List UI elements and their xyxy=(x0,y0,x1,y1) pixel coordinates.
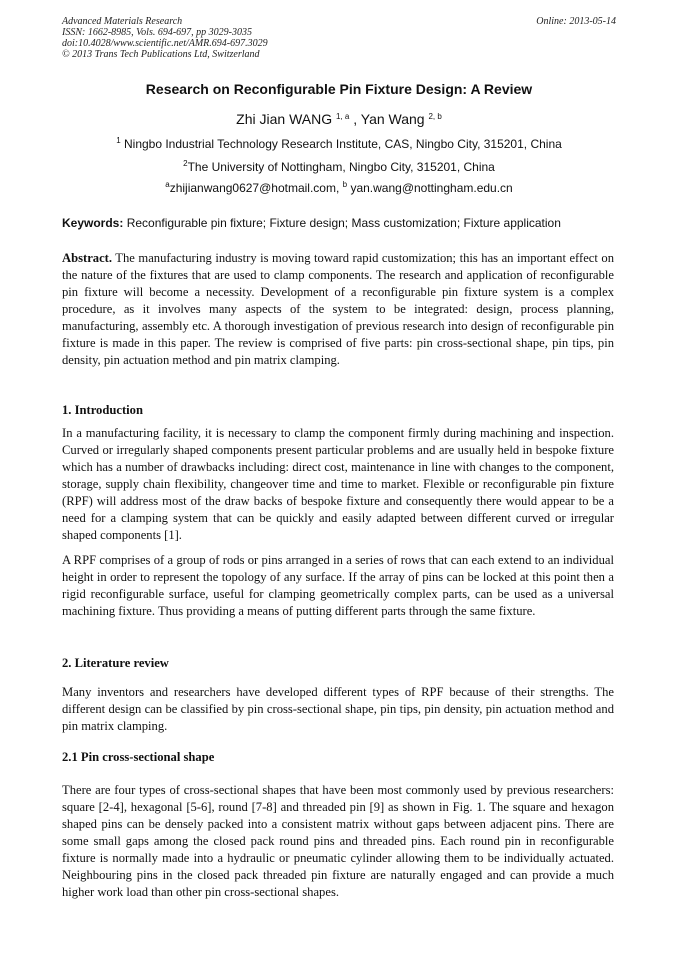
abstract xyxy=(62,250,614,369)
literature-review-paragraph: Many inventors and researchers have developed different types of RPF because of their strengths. The different design can be classified by pin cross-sectional shape, pin tips, pin density, pin actuation method and pin matrix clamping. xyxy=(62,685,614,733)
online-date: Online: 2013-05-14 xyxy=(536,16,616,27)
affiliation-2-text: The University of Nottingham, Ningbo City, 315201, China xyxy=(187,160,495,174)
section-heading-literature-review: 2. Literature review xyxy=(62,656,169,670)
affiliation-1 xyxy=(62,137,616,151)
email-a-marker: a xyxy=(165,180,170,189)
abstract-label: Abstract. xyxy=(62,251,113,265)
keywords-text: Reconfigurable pin fixture; Fixture design; Mass customization; Fixture application xyxy=(123,216,561,230)
journal-name: Advanced Materials Research xyxy=(62,16,183,27)
keywords xyxy=(62,216,616,230)
introduction-paragraph-2: A RPF comprises of a group of rods or pins arranged in a series of rows that can each extend to an individual height in order to represent the topology of any surface. If the array of pins can be locked at this point then a rigid reconfigurable surface, useful for clamping geometrically complex parts, can be used as a universal machining fixture. Thus providing a means of putting different parts through the same fixture. xyxy=(62,553,614,618)
author-2-marker: 2, b xyxy=(428,112,442,121)
author-1-name: Zhi Jian WANG xyxy=(236,111,333,127)
email-a: zhijianwang0627@hotmail.com, xyxy=(169,181,343,195)
introduction-paragraph-1: In a manufacturing facility, it is necessary to clamp the component firmly during machining and inspection. Curved or irregularly shaped components present particular problems and are usually held in bespoke fixture which has a number of drawbacks including: direct cost, maintenance in line with changes to the component, storage, supply chain flexibility, changeover time and time to market. Flexible or reconfigurable pin fixture (RPF) will address most of the draw backs of bespoke fixture and consequently there would appear to be a need for a clamping system that can be quickly and easily adapted between different curved or irregular shaped components [1]. xyxy=(62,426,614,542)
journal-issn: ISSN: 1662-8985, Vols. 694-697, pp 3029-3035 xyxy=(62,27,252,38)
subsection-heading-pin-cross-section: 2.1 Pin cross-sectional shape xyxy=(62,750,215,764)
journal-header xyxy=(62,16,616,60)
affiliation-1-text: Ningbo Industrial Technology Research Institute, CAS, Ningbo City, 315201, China xyxy=(120,137,562,151)
journal-info xyxy=(62,16,616,60)
author-1-marker: 1, a xyxy=(336,112,350,121)
email-b-marker: b xyxy=(342,180,348,189)
abstract-text: The manufacturing industry is moving toward rapid customization; this has an important effect on the nature of the fixtures that are used to clamp components. The research and application of reconfigurable pin fixture will become a necessity. Development of a reconfigurable pin fixture system is a complex procedure, as it involves many aspects of the system to be integrated: design, process planning, manufacturing, assembly etc. A thorough investigation of previous research into design of reconfigurable pin fixture is made in this paper. The review is comprised of five parts: pin cross-sectional shape, pin tips, pin density, pin actuation method and pin matrix clamping. xyxy=(62,251,614,367)
journal-copyright: © 2013 Trans Tech Publications Ltd, Switzerland xyxy=(62,49,260,60)
email-line xyxy=(62,181,616,195)
journal-doi: doi:10.4028/www.scientific.net/AMR.694-697.3029 xyxy=(62,38,268,49)
pin-cross-section-paragraph: There are four types of cross-sectional shapes that have been most commonly used by previous researchers: square [2-4], hexagonal [5-6], round [7-8] and threaded pin [9] as shown in Fig. 1. The square and hexagon shaped pins can be densely packed into a consistent matrix without gaps between adjacent pins. There are some small gaps among the closed pack round pins and threaded pins. Each round pin in reconfigurable fixture is normally made into a hydraulic or pneumatic cylinder allowing them to be individually actuated. Neighbouring pins in the closed pack threaded pin fixture are naturally engaged and can provide a much higher work load than other pin cross-sectional shapes. xyxy=(62,783,614,899)
author-line xyxy=(62,111,616,127)
paper-title: Research on Reconfigurable Pin Fixture Design: A Review xyxy=(145,81,533,97)
affiliation-1-marker: 1 xyxy=(116,136,121,145)
keywords-label: Keywords: xyxy=(62,216,124,230)
affiliation-2-marker: 2 xyxy=(183,159,188,168)
section-heading-introduction: 1. Introduction xyxy=(62,403,143,417)
author-separator: , xyxy=(349,111,361,127)
author-2-name: Yan Wang xyxy=(360,111,425,127)
email-b: yan.wang@nottingham.edu.cn xyxy=(347,181,513,195)
affiliation-2 xyxy=(62,160,616,174)
